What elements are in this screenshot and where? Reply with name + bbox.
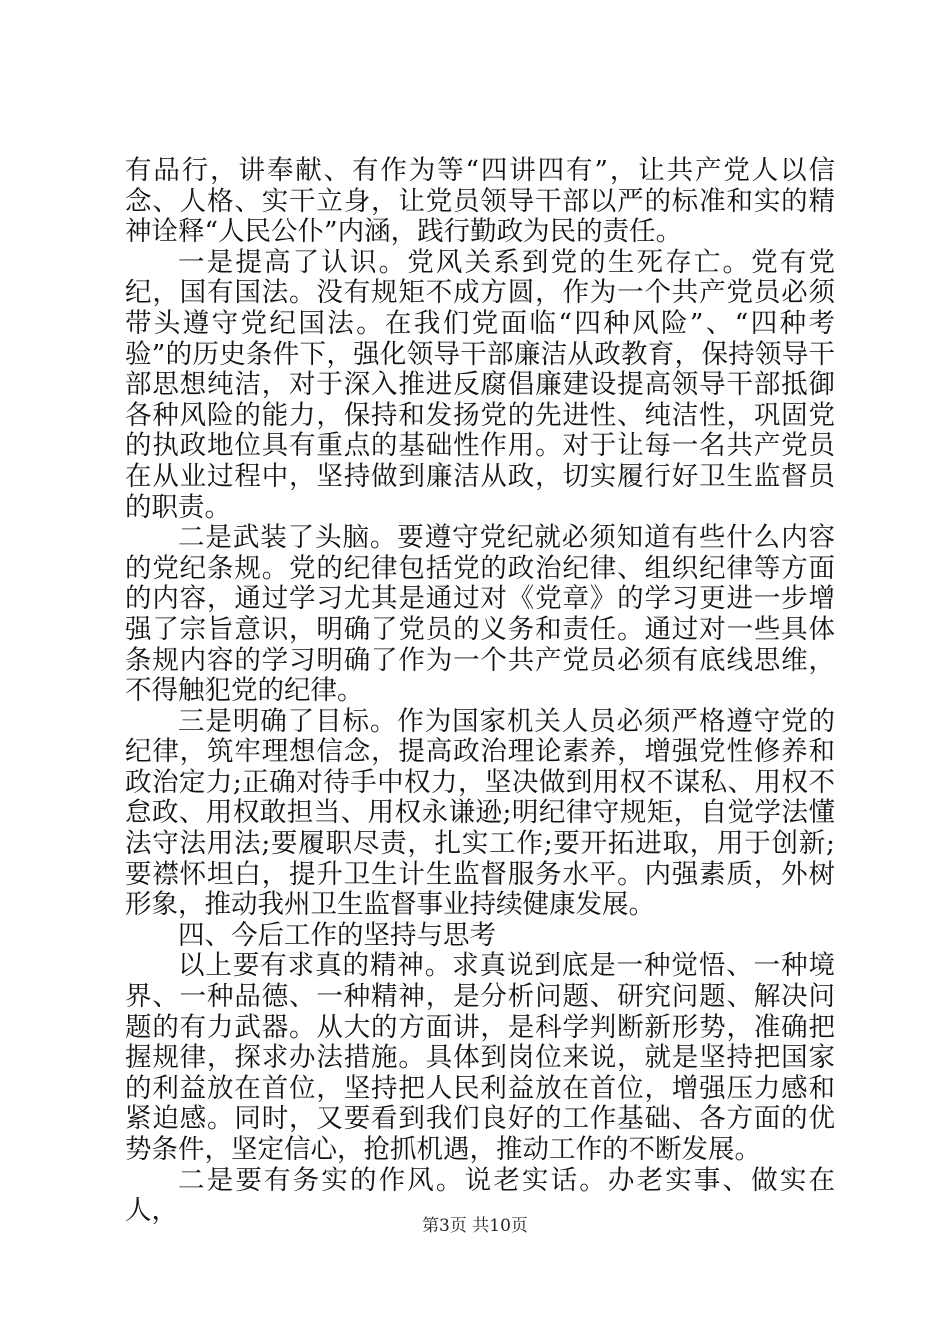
paragraph-5: 以上要有求真的精神。求真说到底是一种觉悟、一种境界、一种品德、一种精神，是分析问题、研究问题、解决问题的有力武器。从大的方面讲，是科学判断新形势，准确把握规律，探求办法措施。具体到岗位来说，就是坚持把国家的利益放在首位，坚持把人民利益放在首位，增强压力感和紧迫感。同时，又要看到我们良好的工作基础、各方面的优势条件，坚定信心，抢抓机遇，推动工作的不断发展。 (125, 950, 835, 1165)
document-body (125, 156, 835, 1227)
paragraph-6: 二是要有务实的作风。说老实话。办老实事、做实在人， (125, 1164, 835, 1227)
paragraph-2: 一是提高了认识。党风关系到党的生死存亡。党有党纪，国有国法。没有规矩不成方圆，作为一个共产党员必须带头遵守党纪国法。在我们党面临“四种风险”、“四种考验”的历史条件下，强化领导干部廉洁从政教育，保持领导干部思想纯洁，对于深入推进反腐倡廉建设提高领导干部抵御各种风险的能力，保持和发扬党的先进性、纯洁性，巩固党的执政地位具有重点的基础性作用。对于让每一名共产党员在从业过程中，坚持做到廉洁从政，切实履行好卫生监督员的职责。 (125, 246, 835, 523)
page-footer: 第3页 共10页 (422, 1216, 528, 1236)
section-heading: 四、今后工作的坚持与思考 (178, 919, 496, 951)
paragraph-4: 三是明确了目标。作为国家机关人员必须严格遵守党的纪律，筑牢理想信念，提高政治理论素养，增强党性修养和政治定力;正确对待手中权力，坚决做到用权不谋私、用权不怠政、用权敢担当、用权永谦逊;明纪律守规矩，自觉学法懂法守法用法;要履职尽责，扎实工作;要开拓进取，用于创新;要襟怀坦白，提升卫生计生监督服务水平。内强素质，外树形象，推动我州卫生监督事业持续健康发展。 (125, 705, 835, 921)
paragraph-3: 二是武装了头脑。要遵守党纪就必须知道有些什么内容的党纪条规。党的纪律包括党的政治纪律、组织纪律等方面的内容，通过学习尤其是通过对《党章》的学习更进一步增强了宗旨意识，明确了党员的义务和责任。通过对一些具体条规内容的学习明确了作为一个共产党员必须有底线思维，不得触犯党的纪律。 (125, 522, 835, 707)
paragraph-1: 有品行，讲奉献、有作为等“四讲四有”，让共产党人以信念、人格、实干立身，让党员领导干部以严的标准和实的精神诠释“人民公仆”内涵，践行勤政为民的责任。 (125, 155, 835, 248)
